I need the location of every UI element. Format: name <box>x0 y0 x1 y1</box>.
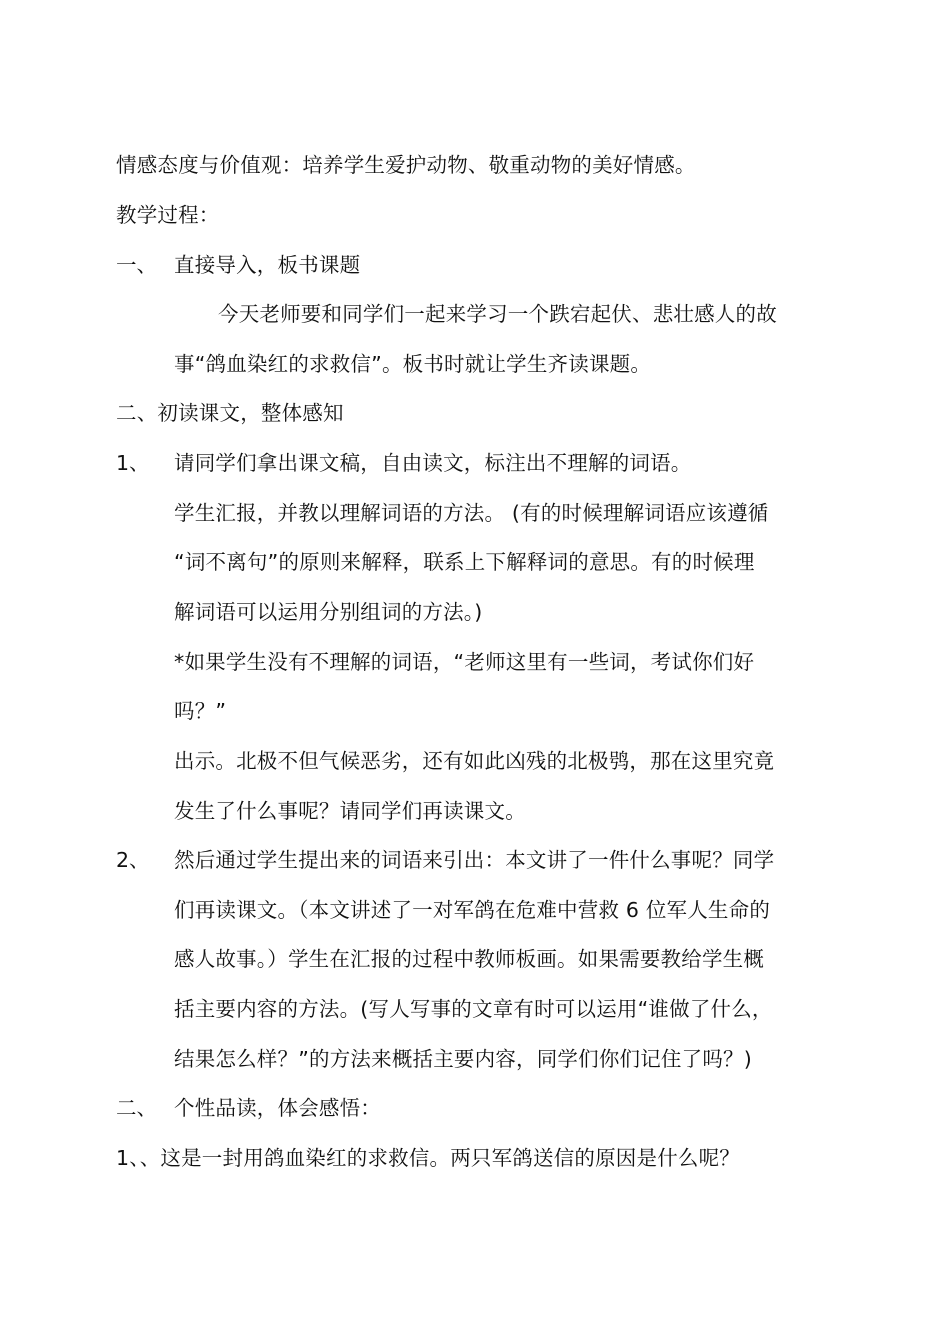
section3-marker: 二、 <box>116 1096 157 1120</box>
section1-title: 直接导入，板书课题 <box>174 253 361 277</box>
section1-para-line: 事“鸽血染红的求救信”。板书时就让学生齐读课题。 <box>174 352 652 376</box>
section2-item1-line: 吗？” <box>174 699 227 723</box>
section2-item1-line: 解词语可以运用分别组词的方法。) <box>174 600 483 624</box>
section2-item2-line: 括主要内容的方法。(写人写事的文章有时可以运用“谁做了什么， <box>174 997 773 1021</box>
section1-para-line: 今天老师要和同学们一起来学习一个跌宕起伏、悲壮感人的故 <box>218 302 777 326</box>
section2-item2-line: 结果怎么样？”的方法来概括主要内容，同学们你们记住了吗？) <box>174 1047 752 1071</box>
section2-item1-line: 发生了什么事呢？请同学们再读课文。 <box>174 799 526 823</box>
section1-marker: 一、 <box>116 253 157 277</box>
process-heading: 教学过程： <box>116 203 220 227</box>
section2-item1-marker: 1、 <box>116 451 150 475</box>
section2-item2-line: 们再读课文。（本文讲述了一对军鸽在危难中营救 6 位军人生命的 <box>174 898 771 922</box>
section2-title: 二、初读课文，整体感知 <box>116 401 344 425</box>
section2-item2-line: 然后通过学生提出来的词语来引出：本文讲了一件什么事呢？同学 <box>174 848 775 872</box>
last-item-line: 1、、这是一封用鸽血染红的求救信。两只军鸽送信的原因是什么呢？ <box>116 1146 740 1170</box>
section2-item2-marker: 2、 <box>116 848 150 872</box>
section2-item1-line: 请同学们拿出课文稿，自由读文，标注出不理解的词语。 <box>174 451 692 475</box>
section2-item1-line: 学生汇报，并教以理解词语的方法。 (有的时候理解词语应该遵循 <box>174 501 769 525</box>
section2-item1-line: *如果学生没有不理解的词语，“老师这里有一些词，考试你们好 <box>174 650 755 674</box>
section2-item2-line: 感人故事。）学生在汇报的过程中教师板画。如果需要教给学生概 <box>174 947 765 971</box>
emotion-goal-line: 情感态度与价值观：培养学生爱护动物、敬重动物的美好情感。 <box>116 153 696 177</box>
section2-item1-line: “词不离句”的原则来解释，联系上下解释词的意思。有的时候理 <box>174 550 755 574</box>
section3-title: 个性品读，体会感悟： <box>174 1096 381 1120</box>
section2-item1-line: 出示。北极不但气候恶劣，还有如此凶残的北极鸮，那在这里究竟 <box>174 749 775 773</box>
